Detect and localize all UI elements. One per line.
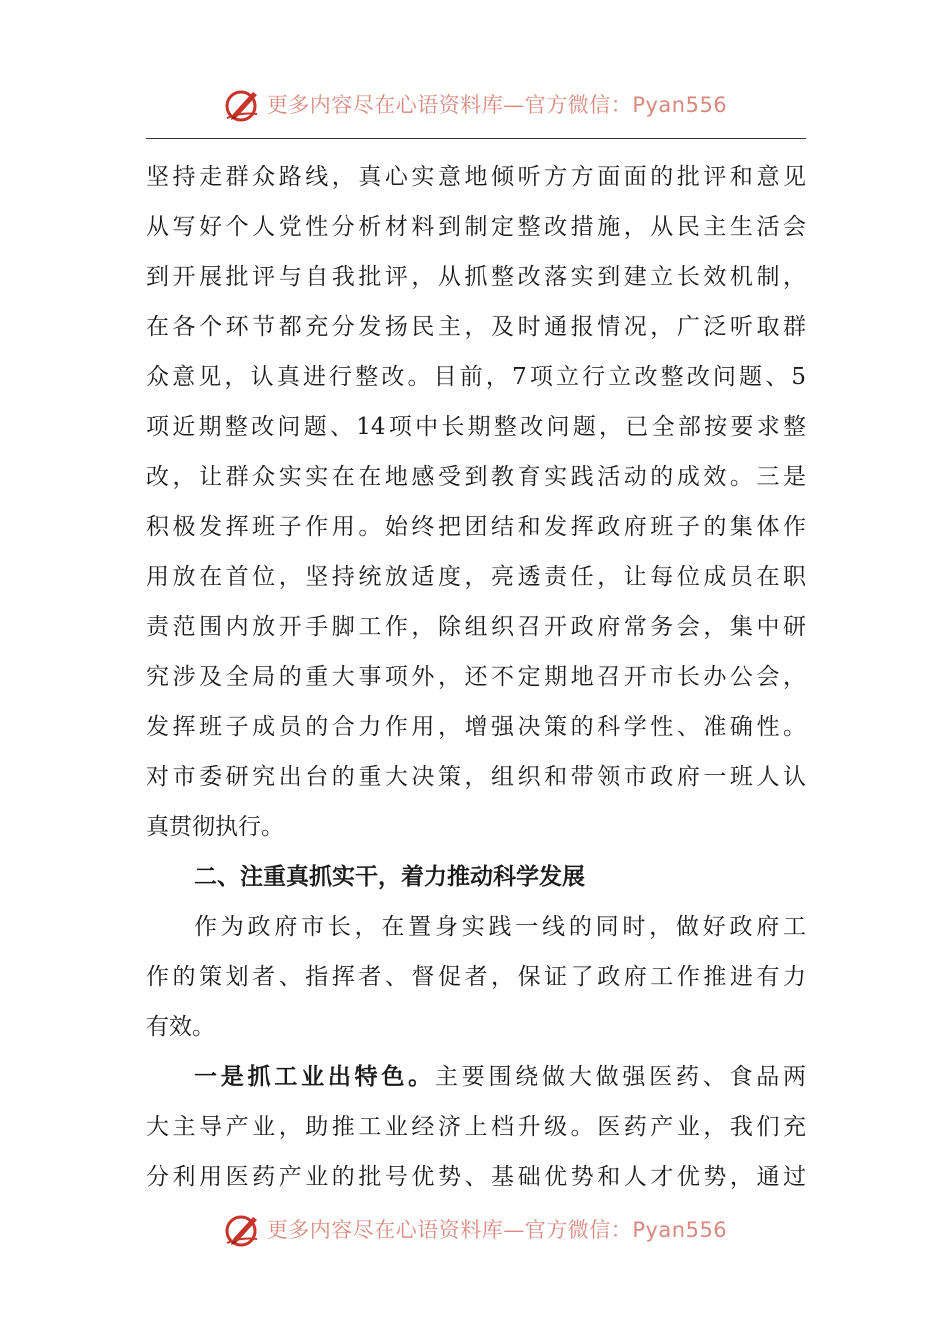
text-line: 发挥班子成员的合力作用，增强决策的科学性、准确性。 bbox=[146, 714, 806, 740]
text-line: 用放在首位，坚持统放适度，亮透责任，让每位成员在职 bbox=[146, 564, 806, 590]
text-line: 项近期整改问题、14项中长期整改问题，已全部按要求整 bbox=[146, 414, 806, 440]
text-line: 究涉及全局的重大事项外，还不定期地召开市长办公会， bbox=[146, 664, 806, 690]
heading-text: 二、注重真抓实干，着力推动科学发展 bbox=[194, 863, 585, 890]
text-line: 改，让群众实实在在地感受到教育实践活动的成效。三是 bbox=[146, 464, 806, 490]
text-line: 到开展批评与自我批评，从抓整改落实到建立长效机制， bbox=[146, 264, 806, 290]
pen-in-circle-logo-icon bbox=[223, 1209, 263, 1249]
text-line: 大主导产业，助推工业经济上档升级。医药产业，我们充 bbox=[146, 1114, 806, 1140]
text-line: 有效。 bbox=[146, 1014, 215, 1040]
text-line: 作的策划者、指挥者、督促者，保证了政府工作推进有力 bbox=[146, 964, 806, 990]
document-body bbox=[146, 152, 806, 1202]
paragraph-1 bbox=[146, 152, 806, 852]
text-line: 坚持走群众路线，真心实意地倾听方方面面的批评和意见 bbox=[146, 164, 806, 190]
footer-watermark bbox=[0, 1207, 950, 1251]
header-watermark bbox=[0, 82, 950, 126]
text-line: 责范围内放开手脚工作，除组织召开政府常务会，集中研 bbox=[146, 614, 806, 640]
text-line: 真贯彻执行。 bbox=[146, 814, 284, 840]
text-line: 在各个环节都充分发扬民主，及时通报情况，广泛听取群 bbox=[146, 314, 806, 340]
pen-in-circle-logo-icon bbox=[223, 84, 263, 124]
header-rule bbox=[146, 138, 806, 139]
footer-watermark-text: 更多内容尽在心语资料库—官方微信：Pyan556 bbox=[266, 1218, 728, 1242]
text-line: 积极发挥班子作用。始终把团结和发挥政府班子的集体作 bbox=[146, 514, 806, 540]
text-line: 众意见，认真进行整改。目前，7项立行立改整改问题、5 bbox=[146, 364, 806, 390]
text-line: 从写好个人党性分析材料到制定整改措施，从民主生活会 bbox=[146, 214, 806, 240]
text-line bbox=[146, 1052, 806, 1102]
text-line: 分利用医药产业的批号优势、基础优势和人才优势，通过 bbox=[146, 1164, 806, 1190]
text-line: 对市委研究出台的重大决策，组织和带领市政府一班人认 bbox=[146, 764, 806, 790]
text-line: 作为政府市长，在置身实践一线的同时，做好政府工 bbox=[194, 914, 806, 940]
header-watermark-text: 更多内容尽在心语资料库—官方微信：Pyan556 bbox=[266, 93, 728, 117]
paragraph-2 bbox=[146, 902, 806, 1052]
lead-in-rest: 主要围绕做大做强医药、食品两 bbox=[434, 1064, 807, 1090]
paragraph-3 bbox=[146, 1052, 806, 1202]
lead-in-bold: 一是抓工业出特色。 bbox=[194, 1063, 435, 1090]
section-heading bbox=[146, 852, 806, 902]
